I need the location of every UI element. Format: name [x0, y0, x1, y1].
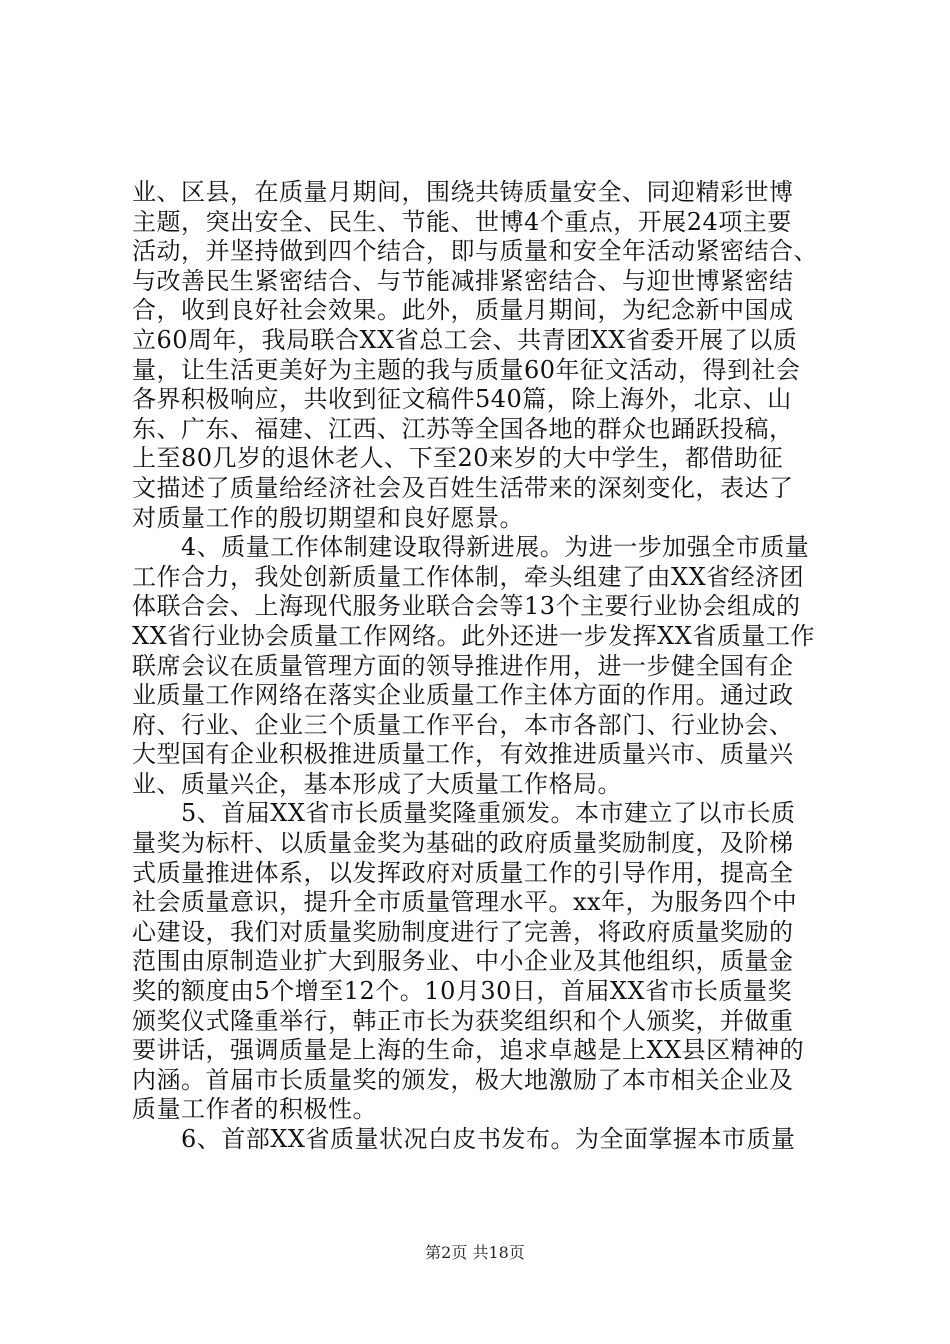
text-line: 内涵。首届市长质量奖的颁发，极大地激励了本市相关企业及	[132, 1065, 794, 1094]
text-line: 量奖为标杆、以质量金奖为基础的政府质量奖励制度，及阶梯	[132, 829, 794, 858]
text-line: 工作合力，我处创新质量工作体制，牵头组建了由XX省经济团	[132, 562, 805, 591]
text-line: 要讲话，强调质量是上海的生命，追求卓越是上XX县区精神的	[132, 1036, 805, 1065]
body-text	[132, 178, 852, 1155]
text-line: XX省行业协会质量工作网络。此外还进一步发挥XX省质量工作	[132, 621, 815, 650]
text-line: 体联合会、上海现代服务业联合会等13个主要行业协会组成的	[132, 592, 801, 621]
text-line: 颁奖仪式隆重举行，韩正市长为获奖组织和个人颁奖，并做重	[132, 1006, 794, 1035]
text-line: 对质量工作的殷切期望和良好愿景。	[132, 503, 524, 532]
text-line: 合，收到良好社会效果。此外，质量月期间，为纪念新中国成	[132, 296, 794, 325]
text-line: 与改善民生紧密结合、与节能减排紧密结合、与迎世博紧密结	[132, 266, 794, 295]
page-footer	[0, 1240, 950, 1263]
text-line: 量，让生活更美好为主题的我与质量60年征文活动，得到社会	[132, 355, 801, 384]
text-line: 范围由原制造业扩大到服务业、中小企业及其他组织，质量金	[132, 947, 794, 976]
text-line: 活动，并坚持做到四个结合，即与质量和安全年活动紧密结合、	[132, 237, 818, 266]
text-line: 联席会议在质量管理方面的领导推进作用，进一步健全国有企	[132, 651, 794, 680]
text-line: 主题，突出安全、民生、节能、世博4个重点，开展24项主要	[132, 207, 792, 236]
text-line: 上至80几岁的退休老人、下至20来岁的大中学生，都借助征	[132, 444, 784, 473]
text-line: 府、行业、企业三个质量工作平台，本市各部门、行业协会、	[132, 710, 794, 739]
page-number-label: 第2页 共18页	[425, 1243, 525, 1262]
text-line: 式质量推进体系，以发挥政府对质量工作的引导作用，提高全	[132, 858, 794, 887]
text-line: 文描述了质量给经济社会及百姓生活带来的深刻变化，表达了	[132, 473, 794, 502]
text-line: 大型国有企业积极推进质量工作，有效推进质量兴市、质量兴	[132, 740, 794, 769]
text-line: 4、质量工作体制建设取得新进展。为进一步加强全市质量	[132, 533, 810, 562]
text-line: 社会质量意识，提升全市质量管理水平。xx年，为服务四个中	[132, 888, 798, 917]
text-line: 质量工作者的积极性。	[132, 1095, 377, 1124]
text-line: 业、质量兴企，基本形成了大质量工作格局。	[132, 769, 622, 798]
text-line: 各界积极响应，共收到征文稿件540篇，除上海外，北京、山	[132, 385, 792, 414]
text-line: 东、广东、福建、江西、江苏等全国各地的群众也踊跃投稿，	[132, 414, 794, 443]
text-line: 5、首届XX省市长质量奖隆重颁发。本市建立了以市长质	[132, 799, 796, 828]
text-line: 心建设，我们对质量奖励制度进行了完善，将政府质量奖励的	[132, 917, 794, 946]
text-line: 奖的额度由5个增至12个。10月30日，首届XX省市长质量奖	[132, 977, 793, 1006]
text-line: 6、首部XX省质量状况白皮书发布。为全面掌握本市质量	[132, 1125, 796, 1153]
text-line: 业质量工作网络在落实企业质量工作主体方面的作用。通过政	[132, 681, 794, 710]
text-line: 业、区县，在质量月期间，围绕共铸质量安全、同迎精彩世博	[132, 178, 794, 206]
text-line: 立60周年，我局联合XX省总工会、共青团XX省委开展了以质	[132, 325, 798, 354]
